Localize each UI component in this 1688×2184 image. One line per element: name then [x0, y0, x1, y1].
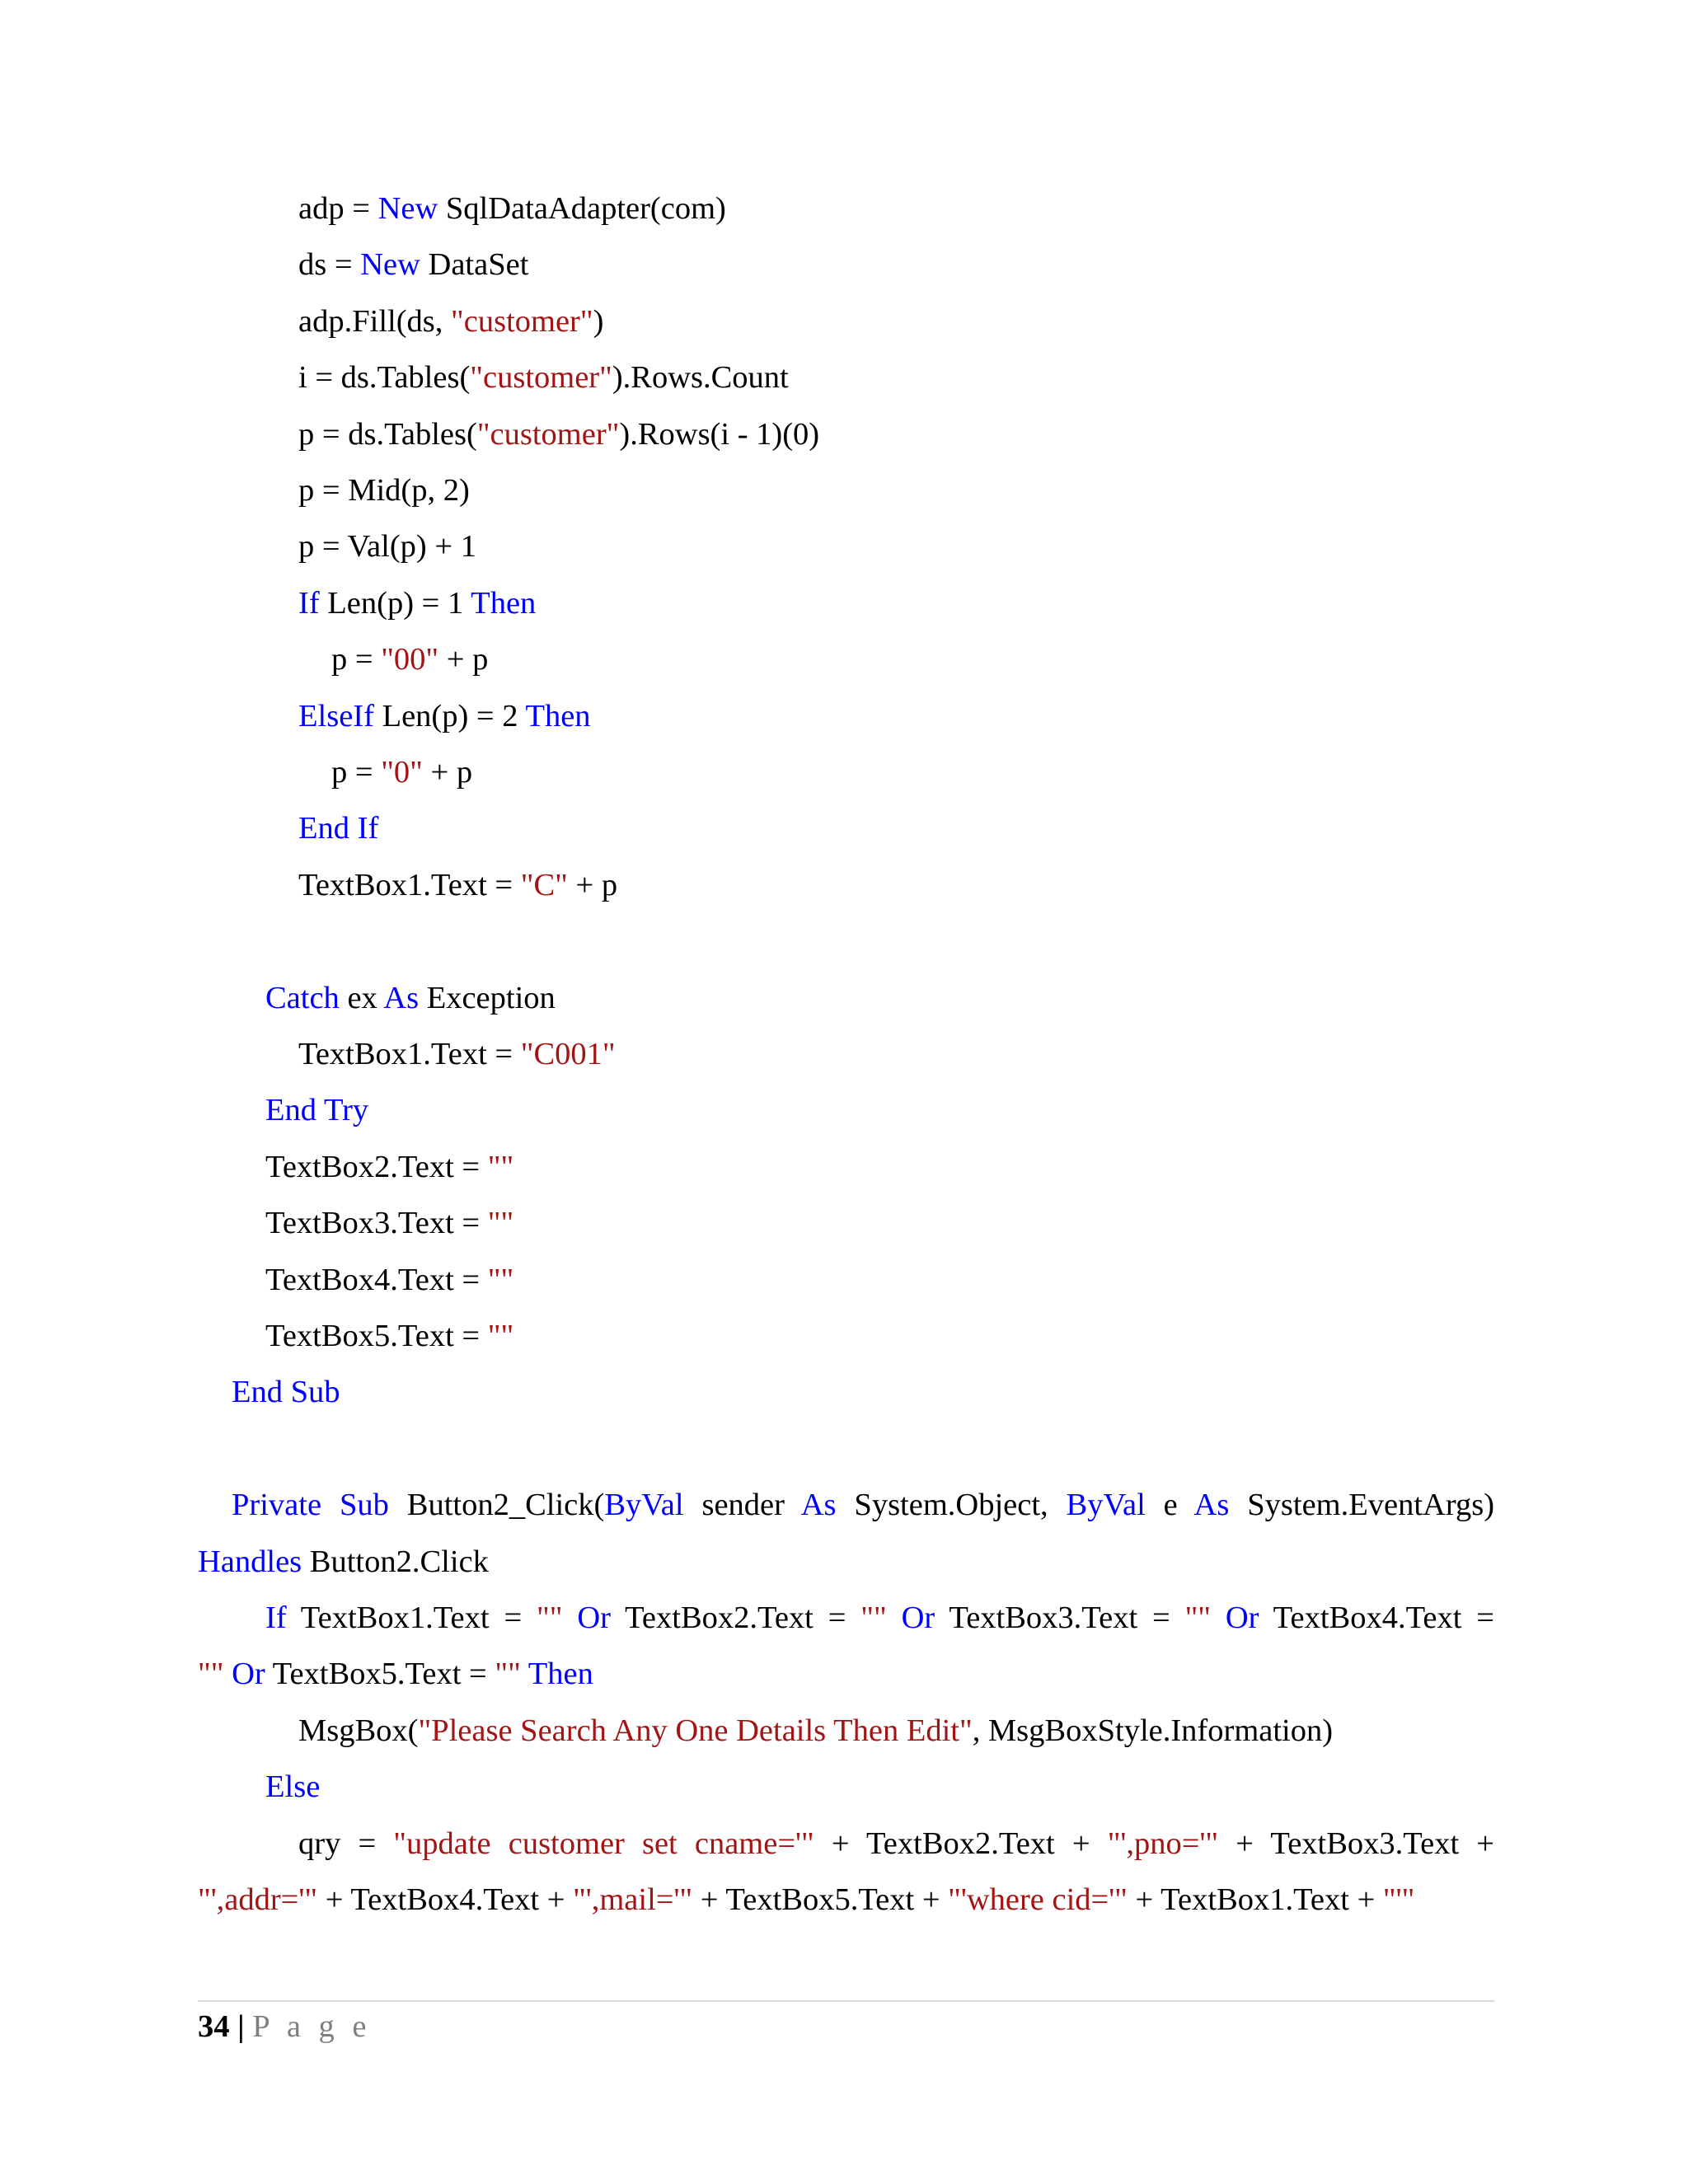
code-token: MsgBox(	[298, 1713, 419, 1748]
code-line	[232, 1371, 340, 1413]
code-line	[298, 1710, 1333, 1751]
string-token: "C"	[520, 867, 568, 902]
code-token: SqlDataAdapter(com)	[438, 191, 726, 226]
keyword-token: New	[377, 191, 438, 226]
keyword-token: Handles	[198, 1544, 302, 1579]
code-token: System.EventArgs)	[1229, 1488, 1495, 1523]
code-token: p =	[331, 755, 382, 790]
code-token: adp =	[298, 191, 378, 226]
string-token: "0"	[381, 755, 423, 790]
code-token: , MsgBoxStyle.Information)	[972, 1713, 1334, 1748]
code-line	[265, 1315, 513, 1357]
code-token: Len(p) = 1	[319, 585, 471, 621]
code-line	[198, 1541, 489, 1582]
code-line	[331, 752, 472, 793]
code-line	[298, 414, 819, 455]
keyword-token: If	[298, 585, 320, 621]
string-token: "',mail='"	[573, 1882, 693, 1917]
string-token: ""	[1184, 1601, 1212, 1635]
code-token: DataSet	[420, 247, 529, 283]
code-token: ).Rows(i - 1)(0)	[619, 416, 820, 452]
code-token: TextBox1.Text =	[298, 867, 521, 902]
code-token: i = ds.Tables(	[298, 360, 471, 396]
footer-separator: |	[237, 2009, 245, 2044]
string-token: ""	[487, 1262, 514, 1297]
code-token: TextBox1.Text =	[286, 1601, 537, 1635]
code-token: qry =	[298, 1825, 394, 1861]
code-token	[562, 1601, 577, 1635]
code-token: + TextBox5.Text +	[692, 1882, 949, 1917]
code-token: + TextBox1.Text +	[1127, 1882, 1383, 1917]
code-line	[331, 639, 488, 680]
keyword-token: ElseIf	[298, 698, 374, 733]
code-line	[298, 1033, 616, 1075]
keyword-token: Or	[577, 1601, 611, 1635]
code-token	[321, 1488, 340, 1522]
code-token: p =	[331, 642, 382, 677]
code-token: TextBox1.Text =	[298, 1037, 521, 1071]
string-token: ""	[495, 1657, 521, 1692]
code-line	[298, 470, 470, 511]
code-token: TextBox5.Text =	[265, 1657, 495, 1692]
keyword-token: Then	[471, 585, 537, 621]
code-token: TextBox5.Text =	[265, 1319, 488, 1353]
code-line	[298, 357, 789, 398]
code-token: Len(p) = 2	[373, 698, 526, 733]
code-token: + TextBox3.Text +	[1218, 1825, 1494, 1861]
keyword-token: Catch	[265, 980, 340, 1015]
keyword-token: New	[360, 247, 420, 283]
code-token: TextBox2.Text =	[265, 1149, 488, 1184]
code-line	[298, 696, 591, 737]
string-token: ""	[537, 1601, 563, 1635]
code-line	[298, 583, 536, 624]
code-token: Button2_Click(	[388, 1488, 605, 1523]
code-token: + p	[422, 755, 473, 790]
code-token: System.Object,	[836, 1488, 1067, 1523]
code-token: + TextBox4.Text +	[317, 1882, 574, 1917]
code-token	[1211, 1601, 1226, 1635]
string-token: "',addr='"	[198, 1882, 318, 1917]
keyword-token: Private	[232, 1488, 322, 1523]
code-line	[298, 188, 726, 229]
keyword-token: Else	[265, 1769, 321, 1805]
keyword-token: Then	[528, 1657, 593, 1692]
code-token: adp.Fill(ds,	[298, 303, 452, 339]
string-token: "00"	[381, 642, 439, 677]
string-token: "',pno='"	[1107, 1825, 1219, 1861]
footer-divider	[198, 2000, 1494, 2002]
code-token: TextBox2.Text =	[610, 1601, 861, 1635]
string-token: "customer"	[470, 360, 612, 396]
code-token: ex	[339, 980, 384, 1015]
code-token: e	[1145, 1488, 1194, 1523]
keyword-token: Or	[901, 1601, 935, 1635]
code-line	[298, 808, 378, 849]
code-line	[265, 977, 556, 1019]
string-token: ""	[198, 1657, 224, 1692]
code-token	[223, 1657, 232, 1691]
code-token: p = ds.Tables(	[298, 416, 477, 452]
page-number: 34	[198, 2009, 230, 2044]
keyword-token: As	[800, 1488, 837, 1523]
keyword-token: ByVal	[1066, 1488, 1146, 1523]
code-token: TextBox3.Text =	[935, 1601, 1185, 1635]
string-token: ""	[860, 1601, 887, 1635]
code-token: ds =	[298, 247, 361, 283]
code-token: Button2.Click	[302, 1544, 489, 1579]
string-token: ""	[487, 1149, 514, 1184]
code-token: p = Mid(p, 2)	[298, 473, 470, 508]
keyword-token: Sub	[339, 1488, 389, 1523]
code-line	[265, 1090, 368, 1131]
string-token: "'where cid='"	[948, 1882, 1128, 1917]
code-token: TextBox3.Text =	[265, 1206, 488, 1241]
string-token: "update customer set cname='"	[393, 1825, 814, 1861]
keyword-token: Then	[525, 698, 591, 733]
page-label: P a g e	[252, 2009, 372, 2044]
code-token: + TextBox2.Text +	[814, 1825, 1108, 1861]
code-line	[265, 1146, 513, 1188]
code-line	[298, 865, 617, 906]
code-token: + p	[438, 642, 489, 677]
code-line	[198, 1653, 593, 1694]
code-token: )	[593, 303, 604, 339]
keyword-token: Or	[232, 1657, 265, 1692]
code-token: TextBox4.Text =	[1259, 1601, 1494, 1635]
string-token: "customer"	[476, 416, 620, 452]
code-token	[521, 1657, 528, 1691]
code-token	[887, 1601, 902, 1635]
code-token: Exception	[419, 980, 556, 1015]
keyword-token: End If	[298, 811, 379, 846]
code-token: sender	[683, 1488, 801, 1523]
code-line	[265, 1259, 513, 1301]
keyword-token: As	[383, 980, 420, 1015]
keyword-token: End Sub	[232, 1375, 340, 1410]
string-token: ""	[487, 1319, 514, 1353]
code-line	[265, 1202, 513, 1244]
code-line	[265, 1597, 1494, 1638]
code-line	[298, 1823, 1494, 1864]
string-token: "'"	[1382, 1882, 1415, 1917]
string-token: "C001"	[520, 1037, 616, 1071]
string-token: ""	[487, 1206, 514, 1241]
page-footer	[198, 2006, 372, 2047]
code-token: + p	[567, 867, 618, 902]
code-line	[232, 1484, 1494, 1526]
code-token: ).Rows.Count	[612, 360, 789, 396]
keyword-token: Or	[1225, 1601, 1259, 1635]
keyword-token: End Try	[265, 1093, 369, 1128]
code-line	[265, 1766, 320, 1807]
keyword-token: As	[1193, 1488, 1230, 1523]
keyword-token: If	[265, 1601, 287, 1635]
code-line	[298, 526, 476, 567]
code-line	[298, 301, 603, 342]
code-line	[298, 244, 528, 285]
string-token: "customer"	[451, 303, 593, 339]
keyword-token: ByVal	[604, 1488, 684, 1523]
code-token: p = Val(p) + 1	[298, 529, 476, 565]
code-line	[198, 1879, 1414, 1920]
string-token: "Please Search Any One Details Then Edit"	[418, 1713, 973, 1748]
code-token: TextBox4.Text =	[265, 1262, 488, 1297]
